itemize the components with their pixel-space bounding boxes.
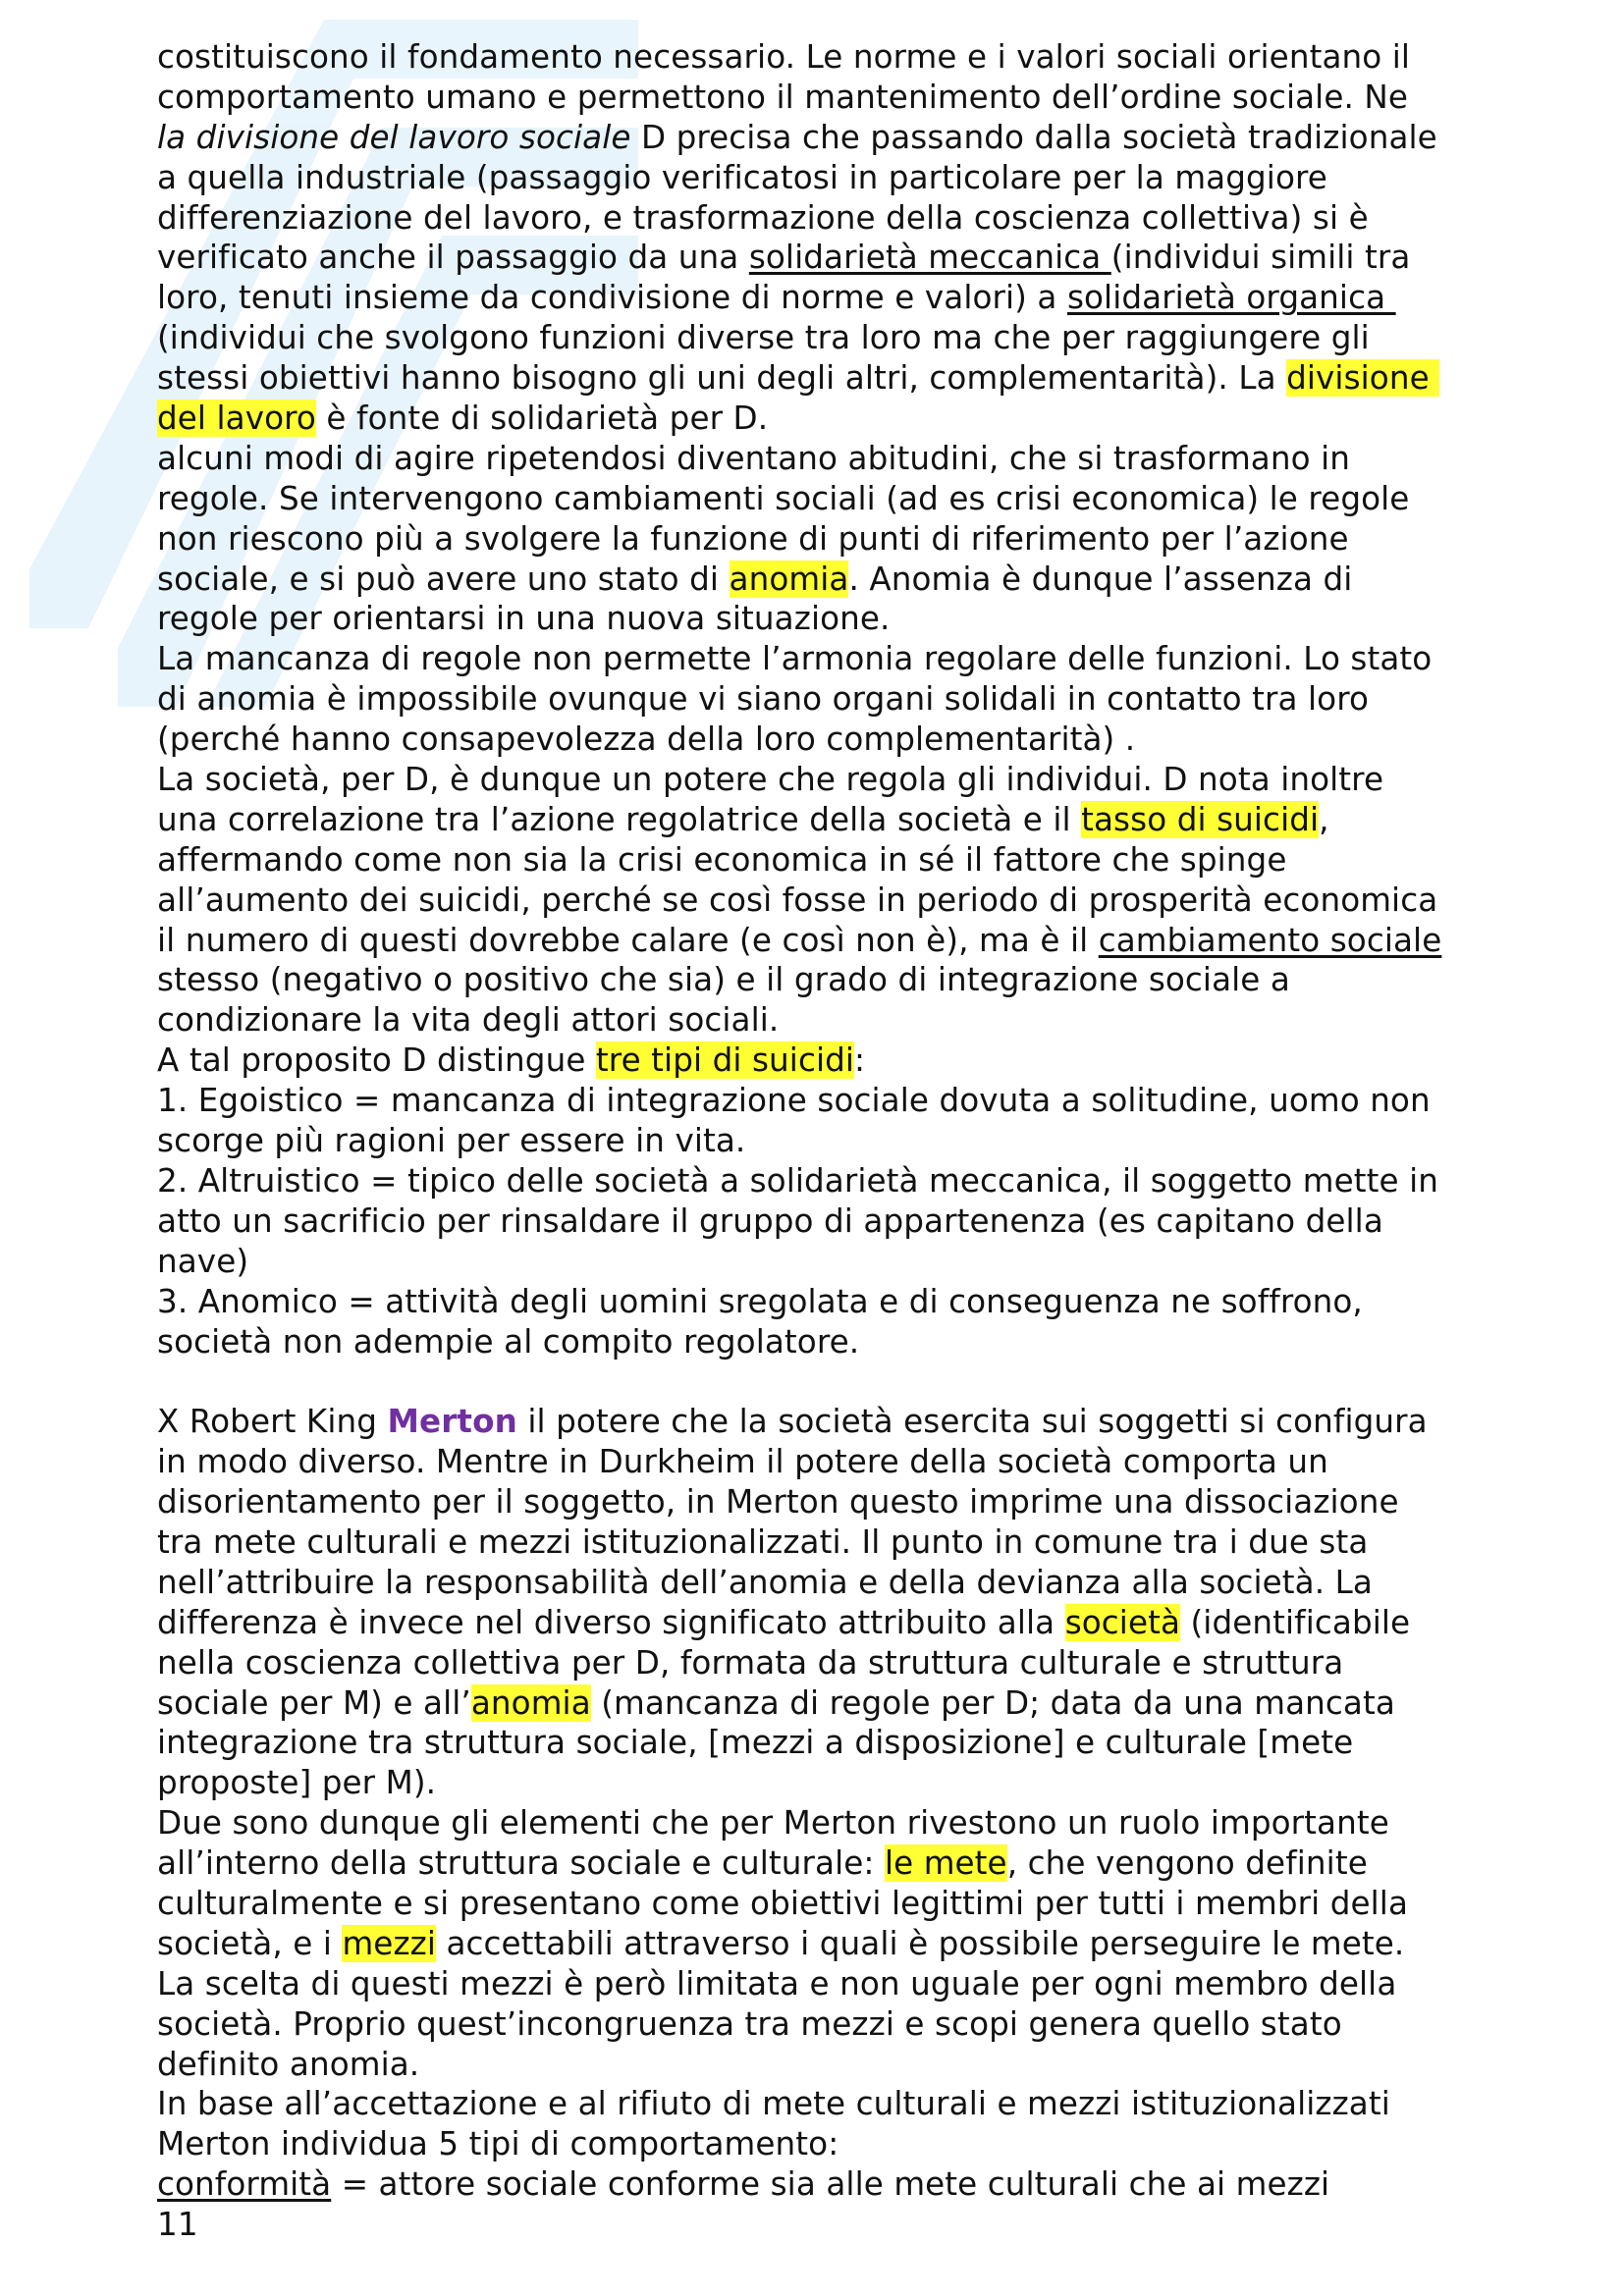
text-line [157,1683,1532,1724]
text-line [157,1041,1532,1081]
text-run: = attore sociale conforme sia alle mete culturali che ai mezzi [331,2165,1330,2204]
underlined-text: solidarietà organica [1066,279,1396,317]
text-line [157,1964,1532,2004]
text-line [157,78,1532,118]
text-run: scorge più ragioni per essere in vita. [157,1122,746,1160]
text-line [157,1763,1532,1803]
text-line [157,399,1532,439]
text-run: accettabili attraverso i quali è possibile perseguire le mete. [436,1924,1405,1962]
text-line [157,1884,1532,1924]
text-run: culturalmente e si presentano come obiettivi legittimi per tutti i membri della [157,1884,1409,1922]
text-run: sociale, e si può avere uno stato di [157,560,730,598]
text-line [157,158,1532,198]
text-line [157,1000,1532,1041]
text-run: (identificabile [1180,1603,1411,1641]
text-line [157,278,1532,318]
underlined-text: conformità [157,2165,332,2204]
text-line [157,1242,1532,1282]
text-line [157,1563,1532,1603]
text-run: costituiscono il fondamento necessario. Le norme e i valori sociali orientano il [157,38,1411,76]
text-run: La società, per D, è dunque un potere che regola gli individui. D nota inoltre [157,761,1384,799]
text-line [157,921,1532,961]
text-run: La mancanza di regole non permette l’armonia regolare delle funzioni. Lo stato [157,640,1433,678]
text-run: In base all’accettazione e al rifiuto di mete culturali e mezzi istituzionalizzati [157,2085,1390,2123]
text-run: affermando come non sia la crisi economica in sé il fattore che spinge [157,840,1287,879]
text-line [157,1482,1532,1522]
text-run: loro, tenuti insieme da condivisione di norme e valori) a [157,279,1067,317]
highlighted-text: tre tipi di suicidi [595,1041,855,1080]
text-run: all’interno della struttura sociale e culturale: [157,1844,885,1883]
author-name: Merton [387,1403,517,1441]
text-run: comportamento umano e permettono il mantenimento dell’ordine sociale. Ne [157,78,1408,116]
text-line [157,720,1532,760]
highlighted-text: divisione [1286,359,1440,398]
text-line [157,679,1532,720]
text-run: nell’attribuire la responsabilità dell’anomia e della devianza alla società. La [157,1563,1373,1601]
text-run: D precisa che passando dalla società tradizionale [630,118,1437,156]
text-run: (individui simili tra [1110,239,1411,277]
underlined-text: solidarietà meccanica [748,239,1111,277]
text-run: disorientamento per il soggetto, in Merton questo imprime una dissociazione [157,1483,1399,1522]
text-line [157,439,1532,479]
text-run: regole per orientarsi in una nuova situazione. [157,600,891,638]
text-run: regole. Se intervengono cambiamenti sociali (ad es crisi economica) le regole [157,479,1410,517]
text-line [157,358,1532,399]
text-run: a quella industriale (passaggio verificatosi in particolare per la maggiore [157,158,1327,196]
text-line [157,1161,1532,1201]
text-run: in modo diverso. Mentre in Durkheim il potere della società comporta un [157,1443,1328,1481]
text-run: di anomia è impossibile ovunque vi siano organi solidali in contatto tra loro [157,680,1370,719]
text-line [157,1522,1532,1563]
highlighted-text: mezzi [342,1924,436,1962]
text-line [157,1723,1532,1763]
text-line [157,1442,1532,1482]
text-run: stessi obiettivi hanno bisogno gli uni degli altri, complementarità). La [157,359,1287,398]
text-run: società, e i [157,1924,343,1962]
text-line [157,840,1532,881]
text-run: : [854,1041,866,1080]
text-run: (mancanza di regole per D; data da una mancata [590,1683,1395,1722]
text-run: atto un sacrificio per rinsaldare il gruppo di appartenenza (es capitano della [157,1201,1383,1240]
text-line [157,2004,1532,2045]
text-run: differenza è invece nel diverso significato attribuito alla [157,1603,1065,1641]
document-body [157,37,1532,2245]
text-line [157,2124,1532,2164]
text-run: il potere che la società esercita sui soggetti si configura [516,1403,1428,1441]
text-run: (perché hanno consapevolezza della loro complementarità) . [157,721,1136,759]
highlighted-text: anomia [470,1683,591,1722]
italic-text: la divisione del lavoro sociale [157,118,631,156]
text-run: una correlazione tra l’azione regolatrice della società e il [157,800,1082,838]
text-line [157,1322,1532,1362]
text-line [157,1121,1532,1161]
text-line [157,238,1532,278]
text-run: all’aumento dei suicidi, perché se così fosse in periodo di prosperità economica [157,881,1438,919]
text-run: Due sono dunque gli elementi che per Merton rivestono un ruolo importante [157,1804,1389,1842]
text-run: definito anomia. [157,2045,420,2083]
text-line [157,881,1532,921]
text-line [157,1282,1532,1322]
text-line [157,760,1532,800]
text-run: alcuni modi di agire ripetendosi diventano abitudini, che si trasformano in [157,439,1350,477]
text-run: La scelta di questi mezzi è però limitata e non uguale per ogni membro della [157,1964,1397,2002]
page-number: 11 [157,2206,198,2244]
highlighted-text: tasso di suicidi [1081,800,1320,838]
underlined-text: cambiamento sociale [1098,921,1442,959]
text-line [157,1843,1532,1884]
text-run: il numero di questi dovrebbe calare (e così non è), ma è il [157,921,1099,959]
text-run: società non adempie al compito regolatore. [157,1322,860,1361]
text-run: 2. Altruistico = tipico delle società a solidarietà meccanica, il soggetto mette in [157,1161,1438,1200]
blank-line [157,1362,1532,1402]
text-line [157,1924,1532,1964]
text-run: Merton individua 5 tipi di comportamento: [157,2125,839,2163]
text-run: proposte] per M). [157,1764,437,1802]
text-run: . Anomia è dunque l’assenza di [848,560,1353,598]
text-line [157,519,1532,560]
text-run: sociale per M) e all’ [157,1683,471,1722]
text-line [157,1643,1532,1683]
text-line [157,2164,1532,2205]
text-line [157,118,1532,158]
text-run: integrazione tra struttura sociale, [mezzi a disposizione] e culturale [mete [157,1724,1354,1762]
highlighted-text: del lavoro [157,400,316,438]
text-run: verificato anche il passaggio da una [157,239,749,277]
text-run: , che vengono definite [1006,1844,1368,1883]
text-line [157,599,1532,639]
text-line [157,960,1532,1000]
text-run: (individui che svolgono funzioni diverse tra loro ma che per raggiungere gli [157,319,1370,357]
highlighted-text: le mete [884,1844,1007,1883]
text-run: società. Proprio quest’incongruenza tra mezzi e scopi genera quello stato [157,2004,1342,2043]
text-run: non riescono più a svolgere la funzione di punti di riferimento per l’azione [157,519,1349,558]
text-line [157,1201,1532,1242]
text-line [157,639,1532,679]
text-line [157,2084,1532,2124]
text-line [157,479,1532,519]
text-run: nella coscienza collettiva per D, formata da struttura culturale e struttura [157,1643,1344,1682]
text-run: tra mete culturali e mezzi istituzionalizzati. Il punto in comune tra i due sta [157,1522,1369,1561]
text-line [157,1603,1532,1643]
text-line [157,2045,1532,2085]
text-run: X Robert King [157,1403,388,1441]
text-run: A tal proposito D distingue [157,1041,596,1080]
text-run: condizionare la vita degli attori sociali. [157,1001,780,1040]
text-line [157,1402,1532,1442]
text-run: differenziazione del lavoro, e trasformazione della coscienza collettiva) si è [157,198,1369,237]
highlighted-text: anomia [729,560,849,598]
text-run: 3. Anomico = attività degli uomini sregolata e di conseguenza ne soffrono, [157,1282,1363,1320]
text-line [157,198,1532,239]
text-line [157,800,1532,840]
text-line [157,1803,1532,1843]
text-line [157,318,1532,358]
text-line [157,37,1532,78]
text-line [157,560,1532,600]
text-run: stesso (negativo o positivo che sia) e il grado di integrazione sociale a [157,961,1290,999]
text-run: , [1319,800,1329,838]
text-run: nave) [157,1242,249,1280]
text-line [157,1081,1532,1121]
highlighted-text: società [1064,1603,1181,1641]
text-run: è fonte di solidarietà per D. [315,400,769,438]
text-run: 1. Egoistico = mancanza di integrazione sociale dovuta a solitudine, uomo non [157,1082,1431,1120]
